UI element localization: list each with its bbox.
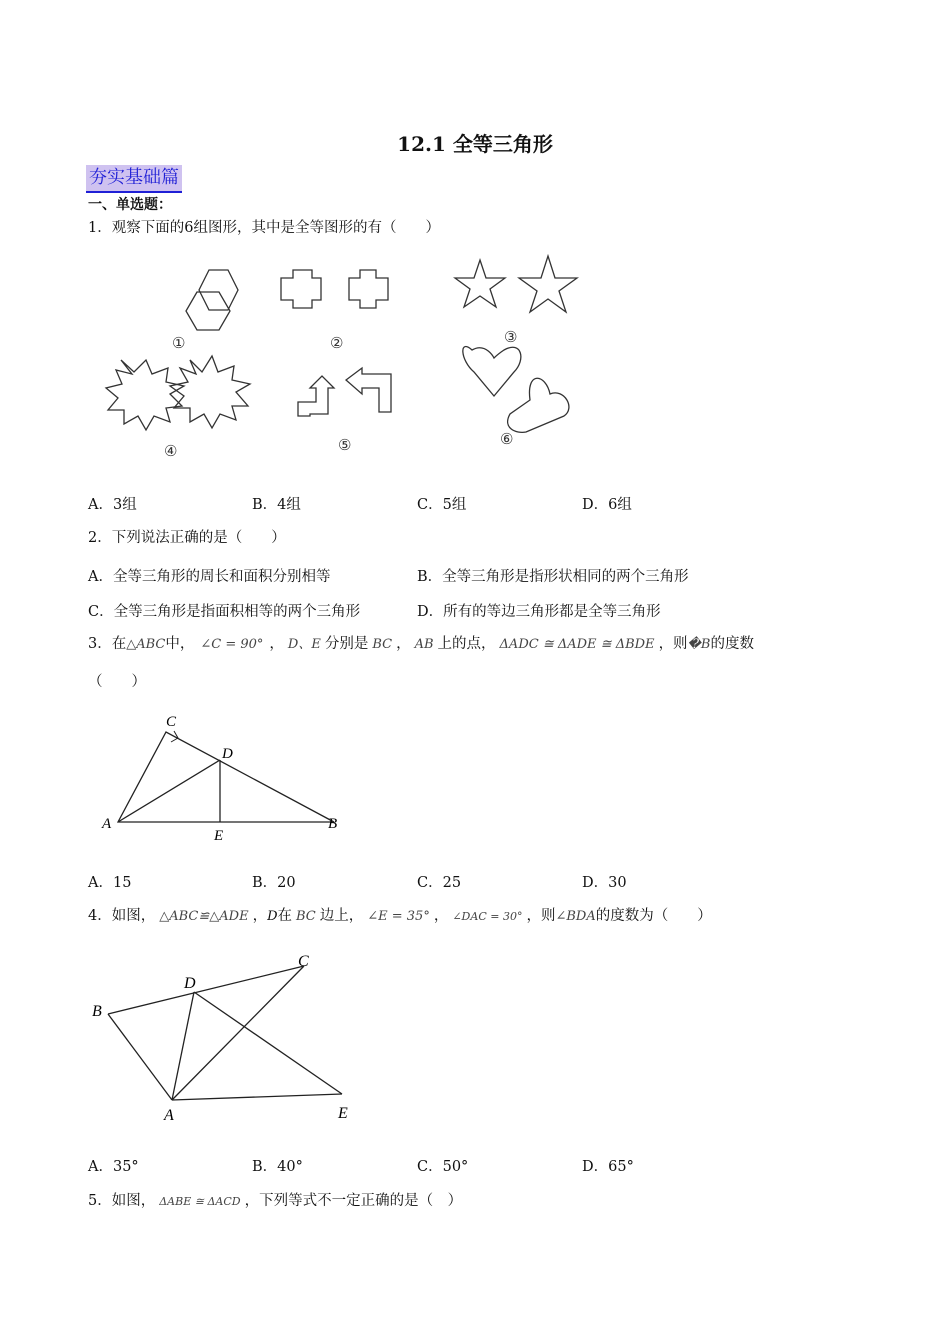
stem-text: 中， [165,636,195,652]
q4-triangle-figure [86,950,376,1130]
segment-ba [108,1014,172,1100]
label-d: D [184,975,196,992]
heart-shape [508,378,569,432]
segment-ad [172,992,194,1100]
figure-mark: ③ [504,330,518,346]
option-b: B．20 [252,875,296,891]
math-expression: ∠E = 35° [367,909,430,924]
label-c: C [298,953,309,970]
option-c: C．5组 [417,497,467,513]
arrow-shape [346,368,391,412]
option-c: C．50° [417,1159,469,1175]
stem-text: 分别是 [324,636,369,652]
stem-text: 4．如图， [88,908,156,924]
stem-text: ，则 [658,636,688,652]
option-d: D．30 [582,875,627,891]
option-b: B．全等三角形是指形状相同的两个三角形 [417,569,689,585]
stem-text: 3．在 [88,636,127,652]
burst-shape [106,360,184,430]
option-a: A．15 [88,875,132,891]
label-a: A [102,816,112,832]
stem-text: 5．如图， [88,1193,156,1209]
option-c: C．25 [417,875,462,891]
heart-shape [463,347,521,396]
label-b: B [328,816,338,832]
option-d: D．所有的等边三角形都是全等三角形 [417,604,661,620]
stem-text: 上的点， [437,636,496,652]
math-expression: AB [414,637,434,652]
math-expression: ∠C = 90° [200,637,264,652]
stem-text: ， [252,908,268,924]
label-d: D [222,746,233,762]
stem-text: ，则 [526,908,556,924]
label-e: E [338,1105,348,1122]
stem-text: ， [269,636,284,652]
segment-bc [108,966,304,1014]
option-d: D．65° [582,1159,634,1175]
math-expression: △ABC [126,637,166,652]
segment-ad [118,760,220,822]
hexagon-shape [199,270,238,310]
stem-text: ， [433,908,449,924]
math-expression: BC [372,637,393,652]
stem-text: 边上， [319,908,364,924]
q3-stem [88,634,754,655]
option-a: A．3组 [88,497,137,513]
option-a: A．全等三角形的周长和面积分别相等 [88,569,331,585]
math-expression: △ABC≌△ADE [159,909,249,924]
option-d: D．6组 [582,497,632,513]
figure-mark: ② [330,336,344,352]
q2-stem: 2．下列说法正确的是（ ） [88,530,286,546]
q4-stem [88,906,712,927]
star-shape [455,260,505,307]
figure-mark: ④ [164,444,178,460]
q3-paren: （ ） [88,674,146,690]
label-b: B [92,1003,102,1020]
arrow-shape [298,376,334,416]
segment-ae [172,1094,342,1100]
q3-triangle-figure [96,708,356,848]
label-a: A [164,1107,174,1124]
figure-mark: ⑤ [338,438,352,454]
math-expression: D [267,909,278,924]
math-expression: ∠BDA [555,909,596,924]
figure-mark: ⑥ [500,432,514,448]
stem-text: ， [396,636,411,652]
math-expression: �B [687,637,711,652]
label-e: E [214,828,224,844]
option-a: A．35° [88,1159,139,1175]
label-c: C [166,714,177,730]
page-title: 12.1 全等三角形 [397,132,553,156]
math-expression: BC [296,909,316,924]
figure-mark: ① [172,336,186,352]
segment-de [194,992,342,1094]
option-c: C．全等三角形是指面积相等的两个三角形 [88,604,361,620]
q1-figures [80,248,600,468]
cross-shape [349,270,388,308]
star-shape [519,256,577,312]
option-b: B．40° [252,1159,303,1175]
math-expression: ΔABE ≅ ΔACD [159,1195,241,1208]
subsection-heading: 一、单选题： [88,197,172,213]
stem-text: 的度数为（ ） [595,908,712,924]
hexagon-shape [186,292,230,330]
math-expression: D、E [287,637,321,652]
cross-shape [281,270,321,308]
stem-text: 的度数 [710,636,754,652]
math-expression: ∠DAC = 30° [452,910,523,923]
q5-stem [88,1191,462,1212]
q1-stem: 1．观察下面的6组图形，其中是全等图形的有（ ） [88,220,440,236]
stem-text: 在 [277,908,292,924]
section-heading: 夯实基础篇 [86,165,182,193]
stem-text: ，下列等式不一定正确的是（ ） [244,1193,463,1209]
burst-shape [170,356,250,428]
option-b: B．4组 [252,497,301,513]
math-expression: ΔADC ≅ ΔADE ≅ ΔBDE [499,637,655,652]
